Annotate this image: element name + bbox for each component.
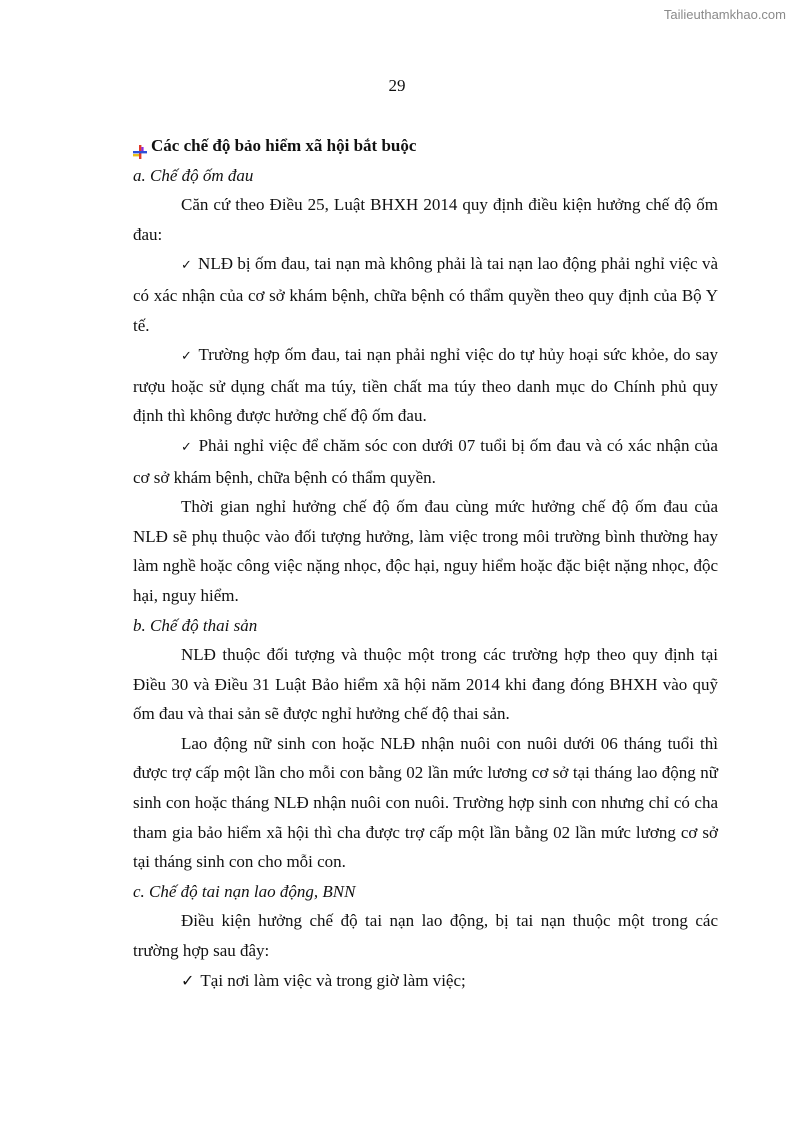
- section-a-title: a. Chế độ ốm đau: [133, 165, 254, 185]
- section-b-title: b. Chế độ thai sản: [133, 615, 258, 635]
- section-a-intro: Căn cứ theo Điều 25, Luật BHXH 2014 quy định điều kiện hưởng chế độ ốm đau:: [133, 195, 718, 244]
- list-item-text: NLĐ bị ốm đau, tai nạn mà không phải là tai nạn lao động phải nghỉ việc và có xác nhận của cơ sở khám bệnh, chữa bệnh có thẩm quyền theo quy định của Bộ Y tế.: [133, 254, 718, 335]
- checkmark-icon: ✓: [181, 970, 195, 990]
- list-item-text: Tại nơi làm việc và trong giờ làm việc;: [200, 970, 466, 990]
- section-c-intro: Điều kiện hưởng chế độ tai nạn lao động, bị tai nạn thuộc một trong các trường hợp sau đây:: [133, 911, 718, 961]
- list-item: [133, 431, 718, 492]
- section-b-para2: Lao động nữ sinh con hoặc NLĐ nhận nuôi con nuôi dưới 06 tháng tuổi thì được trợ cấp một lần cho mỗi con bằng 02 lần mức lương cơ sở tại tháng lao động nữ sinh con hoặc tháng NLĐ nhận nuôi con nuôi. Trường hợp sinh con nhưng chỉ có cha tham gia bảo hiểm xã hội thì cha được trợ cấp một lần bằng 02 lần mức lương cơ sở tại tháng sinh con cho mỗi con.: [133, 733, 718, 872]
- list-item: [133, 340, 718, 431]
- colored-cross-bullet-icon: [133, 139, 147, 153]
- section-a-closing: Thời gian nghỉ hưởng chế độ ốm đau cùng mức hưởng chế độ ốm đau của NLĐ sẽ phụ thuộc vào đối tượng hưởng, làm việc trong môi trường bình thường hay làm nghề hoặc công việc nặng nhọc, độc hại, nguy hiểm hoặc đặc biệt nặng nhọc, độc hại, nguy hiểm.: [133, 497, 718, 605]
- list-item: [133, 966, 718, 996]
- list-item-text: Trường hợp ốm đau, tai nạn phải nghỉ việc do tự hủy hoại sức khỏe, do say rượu hoặc sử dụng chất ma túy, tiền chất ma túy theo danh mục do Chính phủ quy định thì không được hưởng chế độ ốm đau.: [133, 345, 718, 426]
- list-item-text: Phải nghỉ việc để chăm sóc con dưới 07 tuổi bị ốm đau và có xác nhận của cơ sở khám bệnh, chữa bệnh có thẩm quyền.: [133, 435, 718, 487]
- section-heading: [133, 131, 718, 161]
- section-b-para1: NLĐ thuộc đối tượng và thuộc một trong các trường hợp theo quy định tại Điều 30 và Điều 31 Luật Bảo hiểm xã hội năm 2014 khi đang đóng BHXH vào quỹ ốm đau và thai sản sẽ được nghỉ hưởng chế độ thai sản.: [133, 645, 718, 724]
- watermark: Tailieuthamkhao.com: [663, 7, 786, 22]
- list-item: [133, 249, 718, 340]
- checkmark-icon: ✓: [181, 349, 193, 365]
- heading-text: Các chế độ bảo hiểm xã hội bắt buộc: [151, 136, 417, 155]
- document-body: [133, 131, 718, 995]
- checkmark-icon: ✓: [181, 439, 193, 455]
- checkmark-icon: ✓: [181, 258, 193, 274]
- page-number: 29: [388, 76, 406, 95]
- section-c-title: c. Chế độ tai nạn lao động, BNN: [133, 881, 356, 901]
